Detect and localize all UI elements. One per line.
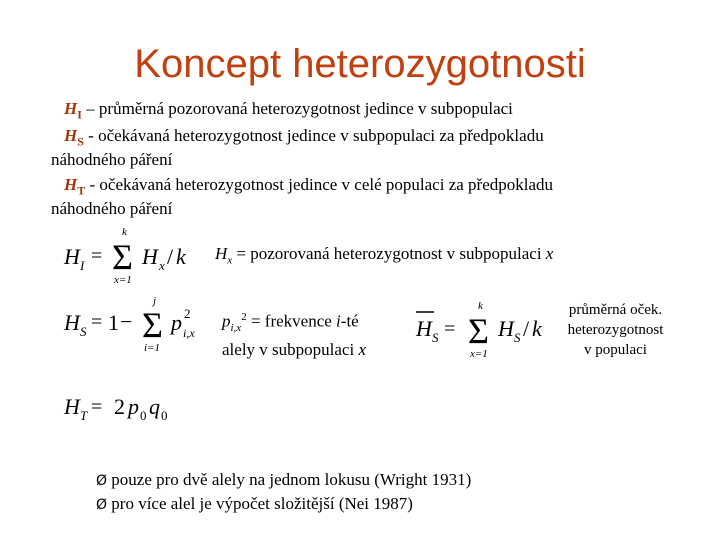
formula-hi: [58, 225, 198, 287]
svg-text:S: S: [80, 324, 87, 339]
svg-text:=: =: [91, 396, 103, 418]
slide-title: Koncept heterozygotnosti: [134, 42, 586, 86]
svg-text:H: H: [142, 244, 158, 269]
svg-text:2: 2: [184, 306, 191, 321]
svg-text:H: H: [64, 244, 80, 269]
arrow-bullet-icon: Ø: [96, 473, 108, 489]
def-hi-text: – průměrná pozorovaná heterozygotnost jedince v subpopulaci: [81, 99, 513, 118]
bullet-item: [96, 494, 413, 514]
def-ht-text: - očekávaná heterozygotnost jedince v celé populaci za předpokladu: [85, 175, 554, 194]
svg-text:j: j: [153, 295, 157, 307]
svg-text:0: 0: [140, 408, 147, 423]
svg-text:x=1: x=1: [470, 348, 488, 360]
svg-text:i=1: i=1: [144, 342, 160, 354]
formula-hs-mean: [408, 298, 558, 362]
svg-text:H: H: [416, 316, 432, 341]
def-ht-continuation: náhodného páření: [51, 199, 173, 218]
sigma: Σ: [112, 237, 133, 277]
svg-text:S: S: [514, 330, 521, 345]
svg-text:−: −: [120, 309, 133, 334]
svg-text:1: 1: [108, 310, 119, 335]
svg-text:q: q: [149, 394, 160, 419]
svg-text:H: H: [64, 310, 80, 335]
bullet-item: [96, 470, 471, 490]
def-hs-continuation: náhodného páření: [51, 150, 173, 169]
svg-text:k: k: [176, 244, 186, 269]
note-p: $p_{i,x}^2$ = frekvence i-té alely v subpopulaci x: [222, 311, 366, 360]
svg-text:i,x: i,x: [183, 326, 195, 340]
svg-text:H: H: [64, 394, 80, 419]
def-hi-symbol: $H_I$: [64, 99, 82, 122]
svg-text:x=1: x=1: [114, 274, 132, 286]
svg-text:/: /: [523, 316, 530, 341]
svg-text:T: T: [80, 408, 88, 423]
def-hs-symbol: $H_S$: [64, 126, 84, 149]
bullet-text: pouze pro dvě alely na jednom lokusu (Wright 1931): [111, 470, 472, 489]
def-hi: [64, 98, 513, 125]
note-mean: průměrná oček. heterozygotnost v populaci: [567, 302, 664, 358]
arrow-bullet-icon: Ø: [96, 497, 108, 513]
note-hx: $H_x$ = pozorovaná heterozygotnost v subpopulaci x: [215, 244, 554, 267]
sigma: Σ: [142, 305, 163, 345]
svg-text:k: k: [478, 300, 483, 312]
svg-text:k: k: [532, 316, 542, 341]
svg-text:/: /: [167, 244, 174, 269]
bullet-text: pro více alel je výpočet složitější (Nei 1987): [111, 494, 413, 513]
svg-text:k: k: [122, 226, 127, 238]
formula-hs: [58, 292, 208, 356]
svg-text:0: 0: [161, 408, 168, 423]
svg-text:=: =: [444, 318, 456, 340]
svg-text:H: H: [498, 316, 514, 341]
def-ht-symbol: $H_T$: [64, 175, 86, 198]
svg-text:S: S: [432, 330, 439, 345]
svg-text:2: 2: [114, 394, 125, 419]
svg-text:=: =: [91, 245, 103, 267]
svg-text:p: p: [128, 394, 139, 419]
sigma: Σ: [468, 311, 489, 351]
formula-ht: [58, 388, 188, 428]
svg-text:=: =: [91, 311, 103, 333]
svg-text:x: x: [159, 258, 165, 273]
svg-text:I: I: [80, 258, 85, 273]
def-hs-text: - očekávaná heterozygotnost jedince v subpopulaci za předpokladu: [83, 126, 544, 145]
svg-text:p: p: [171, 310, 182, 335]
